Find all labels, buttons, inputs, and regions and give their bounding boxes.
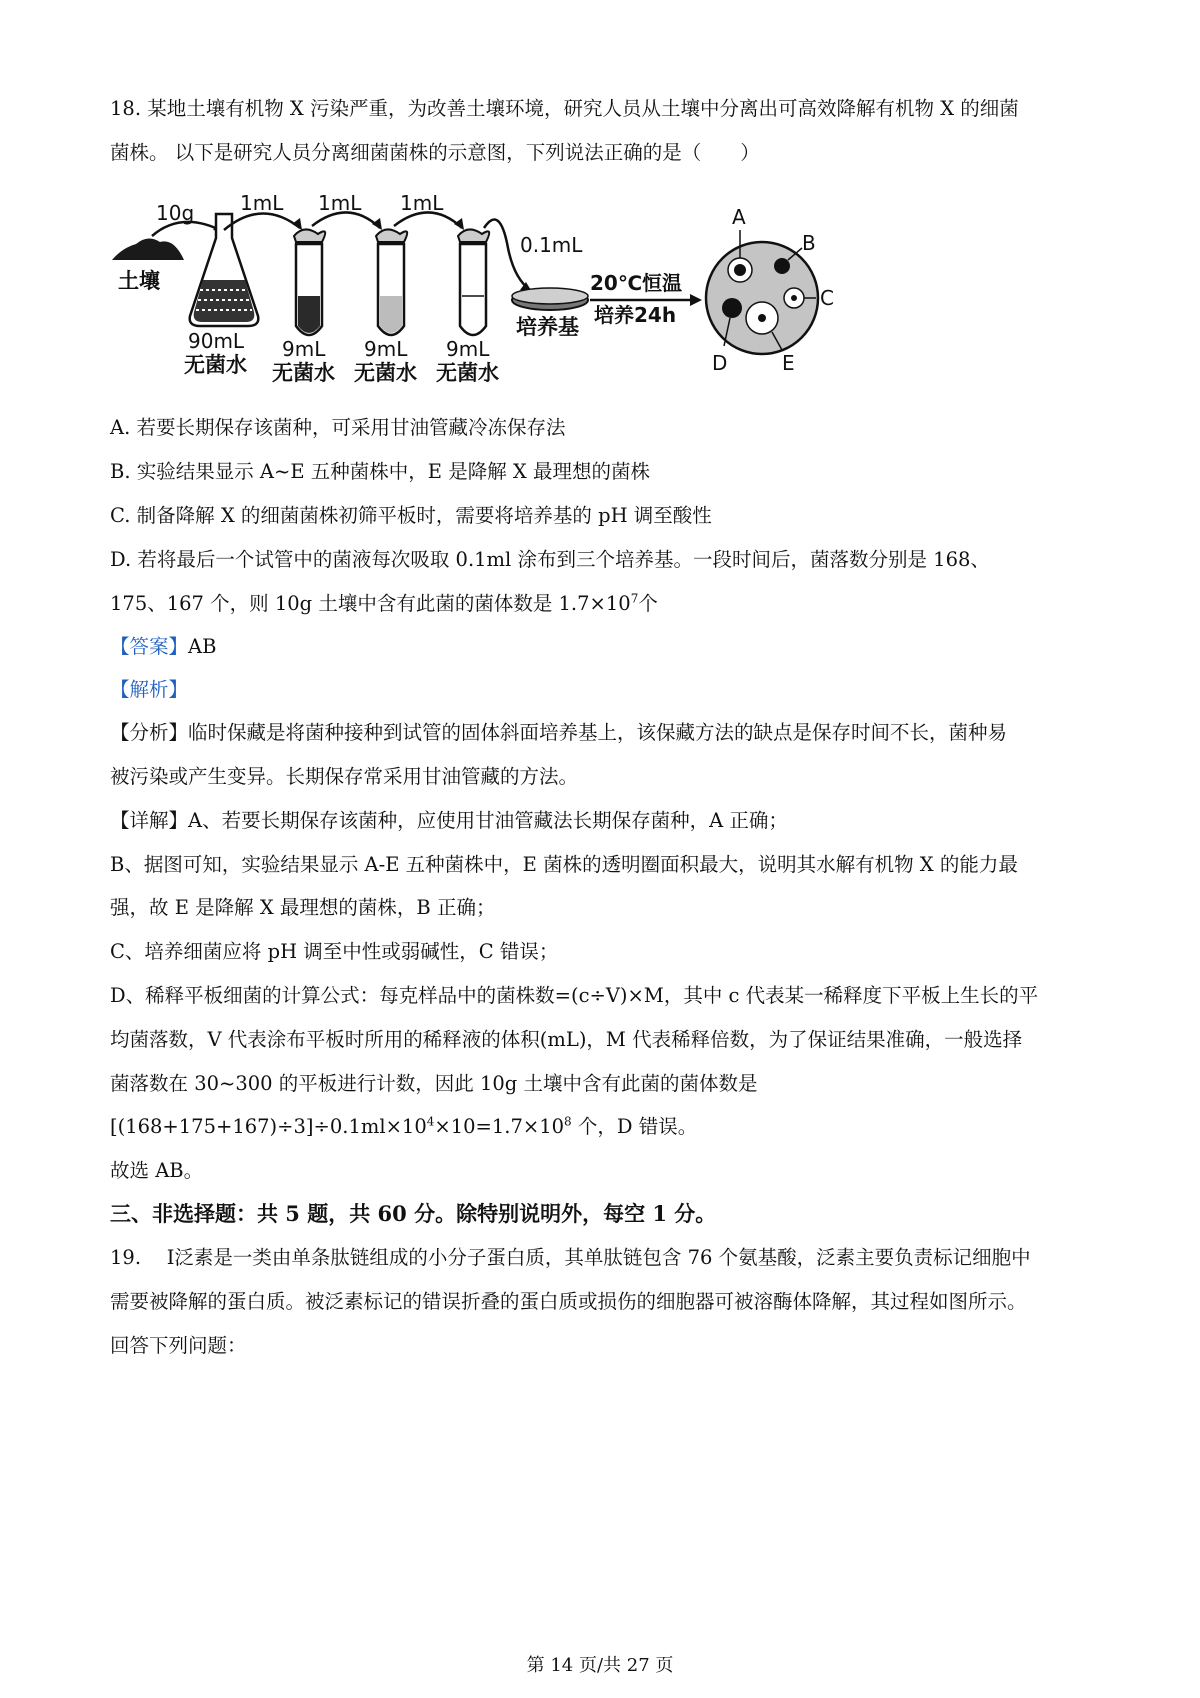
colony-d-label: D <box>712 351 728 375</box>
tube-3-volume: 9mL <box>446 337 490 361</box>
answer-tag: 【答案】 <box>110 635 189 658</box>
petri-dish-icon <box>512 288 588 310</box>
transfer-3-label: 1mL <box>400 191 444 215</box>
transfer-2-label: 1mL <box>318 191 362 215</box>
arrow-head <box>690 294 702 306</box>
fenxi-text-1: 临时保藏是将菌种接种到试管的固体斜面培养基上，该保藏方法的缺点是保存时间不长，菌种易 <box>188 721 1008 744</box>
plating-volume-label: 0.1mL <box>520 233 583 257</box>
transfer-1-label: 1mL <box>240 191 284 215</box>
q18-stem-line-2: 菌株。 以下是研究人员分离细菌菌株的示意图，下列说法正确的是（ ） <box>110 141 760 164</box>
culture-time-label: 培养24h <box>594 303 677 327</box>
formula-part-2: ×10=1.7×10 <box>434 1115 565 1138</box>
arrow-head <box>372 218 382 230</box>
option-d-unit: 个 <box>638 592 658 615</box>
q19-line-2: 需要被降解的蛋白质。被泛素标记的错误折叠的蛋白质或损伤的细胞器可被溶酶体降解，其过程如图所示。 <box>110 1290 1027 1313</box>
formula-part-1: [(168+175+167)÷3]÷0.1ml×10 <box>110 1115 427 1138</box>
q18-option-a: A. 若要长期保存该菌种，可采用甘油管藏冷冻保存法 <box>110 416 566 439</box>
q19-line-3: 回答下列问题： <box>110 1334 247 1357</box>
detail-line-b2: 强，故 E 是降解 X 最理想的菌株，B 正确； <box>110 896 496 919</box>
q18-stem-line-1: 18. 某地土壤有机物 X 污染严重，为改善土壤环境，研究人员从土壤中分离出可高效降解有机物 X 的细菌 <box>110 97 1019 120</box>
detail-line-d1: D、稀释平板细菌的计算公式：每克样品中的菌株数=(c÷V)×M，其中 c 代表某一稀释度下平板上生长的平 <box>110 984 1039 1007</box>
tube-2-water: 无菌水 <box>354 361 417 385</box>
soil-pile-icon <box>112 238 184 260</box>
q18-option-d-line-1: D. 若将最后一个试管中的菌液每次吸取 0.1ml 涂布到三个培养基。一段时间后，菌落数分别是 168、 <box>110 548 990 571</box>
colony-b-label: B <box>802 231 816 255</box>
fenxi-tag: 【分析】 <box>110 721 189 744</box>
soil-label: 土壤 <box>118 269 160 293</box>
formula-part-3: 个，D 错误。 <box>571 1115 698 1138</box>
culture-temp-label: 20℃恒温 <box>590 271 683 295</box>
q18-option-b: B. 实验结果显示 A~E 五种菌株中，E 是降解 X 最理想的菌株 <box>110 460 650 483</box>
option-d-exponent: 7 <box>630 591 639 606</box>
colony-a-label: A <box>732 205 746 229</box>
formula-exponent-1: 4 <box>426 1114 435 1129</box>
fenxi-line-1 <box>110 720 1007 746</box>
q18-option-d-line-2 <box>110 591 658 617</box>
detail-line-a <box>110 808 788 834</box>
detail-a-text: A、若要长期保存该菌种，应使用甘油管藏法长期保存菌种，A 正确； <box>188 809 788 832</box>
detail-line-d2: 均菌落数，V 代表涂布平板时所用的稀释液的体积(mL)，M 代表稀释倍数，为了保证结果准确，一般选择 <box>110 1028 1023 1051</box>
soil-mass-label: 10g <box>156 201 195 225</box>
flask-volume-label: 90mL <box>188 329 245 353</box>
q18-option-c: C. 制备降解 X 的细菌菌株初筛平板时，需要将培养基的 pH 调至酸性 <box>110 504 712 527</box>
arrow-head <box>292 218 302 230</box>
tube-2-volume: 9mL <box>364 337 408 361</box>
answer-value: AB <box>188 635 217 658</box>
fenxi-line-2: 被污染或产生变异。长期保存常采用甘油管藏的方法。 <box>110 765 579 788</box>
detail-line-d3: 菌落数在 30~300 的平板进行计数，因此 10g 土壤中含有此菌的菌体数是 <box>110 1072 758 1095</box>
tube-1-volume: 9mL <box>282 337 326 361</box>
dilution-plating-diagram <box>112 191 872 390</box>
test-tube-1-icon <box>294 229 325 335</box>
conclusion-line: 故选 AB。 <box>110 1159 204 1182</box>
detail-line-d4 <box>110 1114 697 1140</box>
page-footer: 第 14 页/共 27 页 <box>526 1655 674 1676</box>
arrow-flask-to-tube-1 <box>224 213 300 230</box>
test-tube-3-icon <box>458 229 489 335</box>
section-3-heading: 三、非选择题：共 5 题，共 60 分。除特别说明外，每空 1 分。 <box>110 1201 717 1226</box>
formula-exponent-2: 8 <box>564 1114 572 1129</box>
detail-line-c: C、培养细菌应将 pH 调至中性或弱碱性，C 错误； <box>110 940 559 963</box>
flask-water-label: 无菌水 <box>184 353 247 377</box>
detail-line-b1: B、据图可知，实验结果显示 A-E 五种菌株中，E 菌株的透明圈面积最大，说明其水解有机物 X 的能力最 <box>110 853 1018 876</box>
arrow-head <box>454 218 464 230</box>
q19-line-1: 19. Ⅰ泛素是一类由单条肽链组成的小分子蛋白质，其单肽链包含 76 个氨基酸，泛素主要负责标记细胞中 <box>110 1246 1031 1269</box>
tube-3-water: 无菌水 <box>436 361 499 385</box>
test-tube-2-icon <box>376 229 407 335</box>
detail-tag: 【详解】 <box>110 809 189 832</box>
medium-label: 培养基 <box>516 315 579 339</box>
option-d-text: 175、167 个，则 10g 土壤中含有此菌的菌体数是 1.7×10 <box>110 592 631 615</box>
answer-line <box>110 634 216 660</box>
colony-e-label: E <box>782 351 795 375</box>
colony-c-label: C <box>820 286 834 310</box>
conical-flask-icon <box>190 214 259 326</box>
tube-1-water: 无菌水 <box>272 361 335 385</box>
analysis-tag: 【解析】 <box>110 678 189 701</box>
